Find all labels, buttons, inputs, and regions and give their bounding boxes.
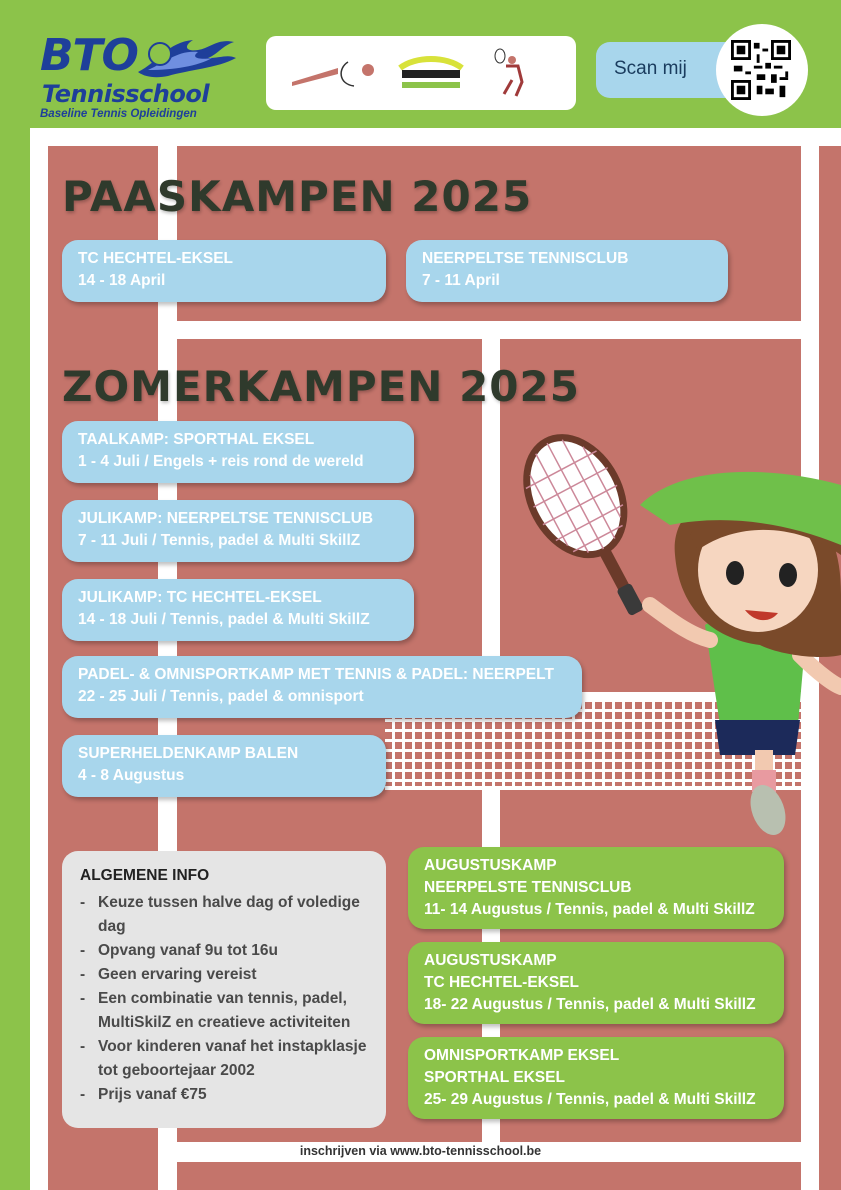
camp-dates: 11- 14 Augustus / Tennis, padel & Multi SkillZ — [424, 901, 755, 918]
camp-title: AUGUSTUSKAMP — [424, 952, 557, 969]
camp-title: JULIKAMP: TC HECHTEL-EKSEL — [78, 589, 322, 606]
logo-text: BTO — [40, 30, 138, 81]
registration-link[interactable]: inschrijven via www.bto-tennisschool.be — [299, 1144, 542, 1158]
camp-title: NEERPELTSE TENNISCLUB — [422, 250, 629, 267]
camp-dates: 1 - 4 Juli / Engels + reis rond de wereld — [78, 453, 364, 470]
camp-title: PADEL- & OMNISPORTKAMP MET TENNIS & PADEL: NEERPELT — [78, 666, 554, 683]
camp-subtitle: NEERPELSTE TENNISCLUB — [424, 879, 632, 896]
qr-code-icon[interactable] — [731, 40, 791, 100]
camp-dates: 4 - 8 Augustus — [78, 767, 185, 784]
info-list — [80, 891, 368, 1107]
camp-subtitle: SPORTHAL EKSEL — [424, 1069, 565, 1086]
camp-dates: 25- 29 Augustus / Tennis, padel & Multi SkillZ — [424, 1091, 756, 1108]
august-camp-neerpelste — [408, 847, 784, 929]
camp-subtitle: TC HECHTEL-EKSEL — [424, 974, 579, 991]
flame-icon — [138, 32, 238, 82]
scan-label: Scan mij — [614, 58, 687, 79]
general-info-box — [62, 851, 386, 1128]
partner-hechtel-logo — [396, 48, 466, 98]
camp-title: AUGUSTUSKAMP — [424, 857, 557, 874]
camp-title: OMNISPORTKAMP EKSEL — [424, 1047, 620, 1064]
hechtel-emblem-icon — [396, 48, 466, 96]
camp-dates: 7 - 11 Juli / Tennis, padel & Multi SkillZ — [78, 532, 361, 549]
camp-title: TAALKAMP: SPORTHAL EKSEL — [78, 431, 315, 448]
paaskampen-heading: PAASKAMPEN 2025 — [62, 172, 533, 221]
camp-dates: 22 - 25 Juli / Tennis, padel & omnisport — [78, 688, 364, 705]
zomer-camp-superhelden — [62, 735, 386, 797]
logo-tagline: Baseline Tennis Opleidingen — [40, 108, 197, 120]
partner-lrtc-logo — [486, 46, 566, 100]
zomerkampen-heading: ZOMERKAMPEN 2025 — [62, 362, 580, 411]
paas-camp-neerpeltse — [406, 240, 728, 302]
tennis-girl-illustration — [520, 425, 841, 845]
august-camp-omnisport — [408, 1037, 784, 1119]
camp-title: JULIKAMP: NEERPELTSE TENNISCLUB — [78, 510, 374, 527]
camp-title: TC HECHTEL-EKSEL — [78, 250, 233, 267]
info-item: - Voor kinderen vanaf het instapklasje tot geboortejaar 2002 — [80, 1035, 368, 1083]
camp-dates: 14 - 18 April — [78, 272, 166, 289]
court-clay-bottom — [177, 1162, 801, 1190]
info-item: - Opvang vanaf 9u tot 16u — [80, 939, 368, 963]
partner-logos — [266, 36, 576, 110]
logo-name: Tennisschool — [42, 80, 210, 108]
info-title: ALGEMENE INFO — [80, 867, 210, 884]
neerpeltse-emblem-icon — [288, 58, 384, 90]
august-camp-hechtel — [408, 942, 784, 1024]
partner-neerpeltse-logo — [288, 58, 384, 92]
bto-logo — [38, 30, 238, 120]
info-item: - Geen ervaring vereist — [80, 963, 368, 987]
zomer-camp-taalkamp — [62, 421, 414, 483]
info-item: - Keuze tussen halve dag of voledige dag — [80, 891, 368, 939]
info-item: - Een combinatie van tennis, padel, MultiSkilZ en creatieve activiteiten — [80, 987, 368, 1035]
camp-dates: 18- 22 Augustus / Tennis, padel & Multi SkillZ — [424, 996, 756, 1013]
zomer-camp-julikamp-neerpeltse — [62, 500, 414, 562]
paas-camp-hechtel — [62, 240, 386, 302]
lrtc-player-icon — [486, 46, 566, 98]
zomer-camp-julikamp-hechtel — [62, 579, 414, 641]
camp-dates: 14 - 18 Juli / Tennis, padel & Multi SkillZ — [78, 611, 370, 628]
camp-dates: 7 - 11 April — [422, 272, 500, 289]
info-item: - Prijs vanaf €75 — [80, 1083, 368, 1107]
zomer-camp-padel-omnisport — [62, 656, 582, 718]
camp-title: SUPERHELDENKAMP BALEN — [78, 745, 299, 762]
